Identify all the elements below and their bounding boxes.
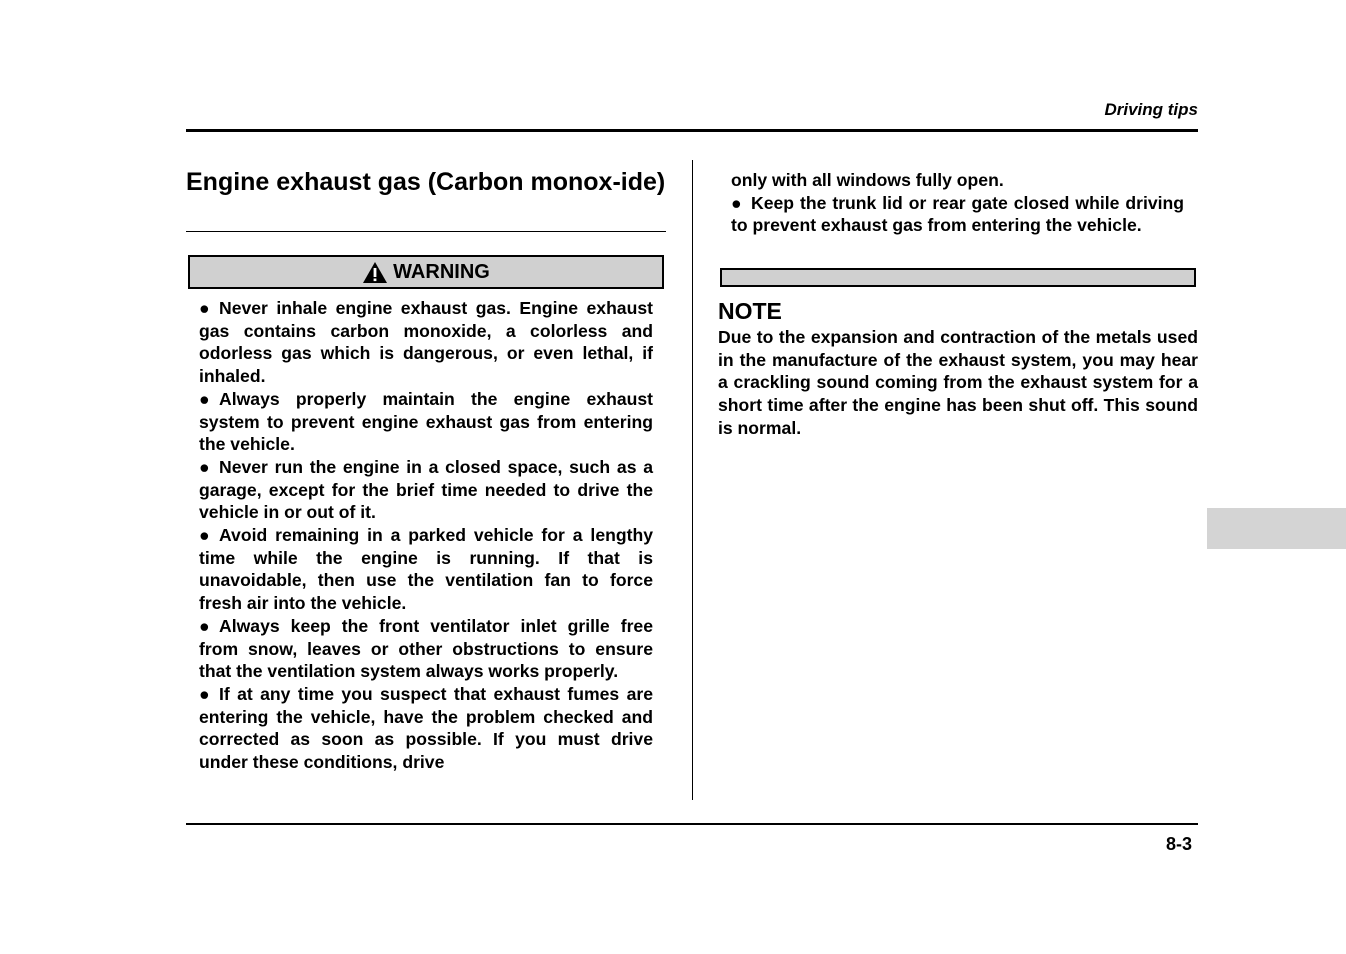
note-heading: NOTE <box>718 298 782 324</box>
list-item: ● Avoid remaining in a parked vehicle for a lengthy time while the engine is running. If that is unavoidable, then use the ventilation fan to force fresh air into the vehicle. <box>199 525 653 614</box>
running-header: Driving tips <box>1104 100 1198 119</box>
column-divider <box>692 160 693 800</box>
bullet-icon: ● <box>199 456 210 477</box>
list-item: ● Never inhale engine exhaust gas. Engine exhaust gas contains carbon monoxide, a colorless and odorless gas which is dangerous, or even lethal, if inhaled. <box>199 298 653 387</box>
warning-list <box>199 297 653 774</box>
warning-end-bar <box>720 268 1196 287</box>
bullet-icon: ● <box>199 525 210 546</box>
warning-triangle-icon <box>362 261 388 284</box>
bullet-icon: ● <box>199 388 210 409</box>
bullet-icon: ● <box>199 298 210 318</box>
chapter-tab <box>1207 508 1346 549</box>
header-rule <box>186 129 1198 132</box>
list-item: ● Never run the engine in a closed space, such as a garage, except for the brief time needed to drive the vehicle in or out of it. <box>199 456 653 523</box>
list-item: ● Always properly maintain the engine exhaust system to prevent engine exhaust gas from entering the vehicle. <box>199 388 653 455</box>
section-title: Engine exhaust gas (Carbon monox-ide) <box>186 168 666 196</box>
bullet-icon: ● <box>731 192 742 213</box>
page-number: 8-3 <box>1165 834 1192 854</box>
warning-banner <box>188 255 664 289</box>
note-body: Due to the expansion and contraction of the metals used in the manufacture of the exhaust system, you may hear a crackling sound coming from the exhaust system for a short time after the engine has been shut off. This sound is normal. <box>718 327 1198 438</box>
footer-rule <box>186 823 1198 825</box>
continuation-text: only with all windows fully open. <box>731 170 1004 190</box>
bullet-icon: ● <box>199 615 210 636</box>
list-item: ● Always keep the front ventilator inlet grille free from snow, leaves or other obstructions to ensure that the ventilation system always works properly. <box>199 615 653 682</box>
list-item: ● Keep the trunk lid or rear gate closed while driving to prevent exhaust gas from entering the vehicle. <box>731 192 1184 236</box>
title-underline <box>186 231 666 232</box>
list-item: ● If at any time you suspect that exhaust fumes are entering the vehicle, have the problem checked and corrected as soon as possible. If you must drive under these conditions, drive <box>199 683 653 773</box>
warning-continuation <box>731 169 1184 237</box>
warning-label: WARNING <box>393 260 490 283</box>
bullet-icon: ● <box>199 683 210 704</box>
